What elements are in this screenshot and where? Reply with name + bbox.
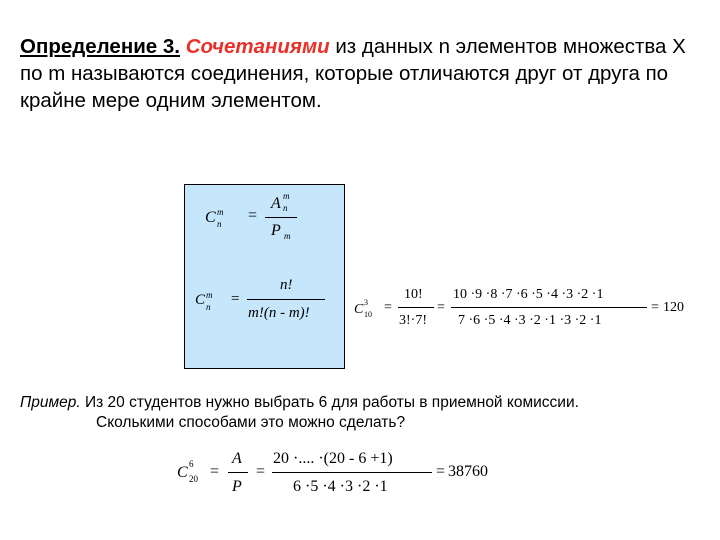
formula4-eq2: = [256, 463, 266, 480]
formula2-sub: n [206, 302, 211, 312]
formula3-fraction-bar1 [398, 307, 434, 308]
formula4-eq3: = [436, 463, 446, 480]
formula3-num2: 10 ·9 ·8 ·7 ·6 ·5 ·4 ·3 ·2 ·1 [453, 287, 604, 302]
example-line1: Из 20 студентов нужно выбрать 6 для работы в приемной комиссии. [80, 394, 579, 411]
definition-paragraph [20, 33, 700, 114]
example-label: Пример. [20, 394, 81, 411]
formula3-eq2: = [437, 300, 445, 315]
formula4-eq1: = [210, 463, 220, 480]
formula1-eq: = [248, 207, 258, 224]
formula2-num: n! [280, 277, 293, 293]
formula3-sub: 10 [364, 310, 372, 319]
formula1-num-sub: n [283, 203, 288, 213]
formula1-den: P [271, 222, 281, 239]
formula4-fraction-bar1 [228, 472, 248, 473]
formula1-sup: m [217, 207, 224, 217]
formula4-sup: 6 [189, 459, 194, 469]
formula3-sup: 3 [364, 298, 368, 307]
formula4-num2: 20 ·.... ·(20 - 6 +1) [273, 450, 393, 467]
definition-term: Сочетаниями [185, 35, 330, 58]
formula2-sup: m [206, 290, 213, 300]
formula4-sub: 20 [189, 474, 198, 484]
formula1-den-sub: m [284, 231, 291, 241]
formula3-result: 120 [663, 300, 684, 315]
formula3-fraction-bar2 [451, 307, 647, 308]
definition-label: Определение 3. [20, 35, 180, 58]
formula1-fraction-bar [265, 217, 297, 218]
formula3-den1: 3!·7! [399, 313, 427, 328]
formula4-den1: P [232, 478, 242, 495]
formula4-lhs: C [177, 464, 188, 481]
formula3-lhs: C [354, 302, 364, 317]
formula1-sub: n [217, 219, 222, 229]
example-line2: Сколькими способами это можно сделать? [96, 414, 406, 431]
formula2-eq: = [231, 291, 240, 307]
formula4-result: 38760 [448, 463, 488, 480]
definition-text: из данных n элементов множества X по m называются соединения, которые отличаются друг от друга по крайне мере одним элементом. [20, 35, 686, 112]
formula2-lhs: C [195, 292, 206, 308]
formula1-num-sup: m [283, 191, 290, 201]
formula3-eq3: = [651, 300, 659, 315]
formula3-num1: 10! [404, 287, 423, 302]
formula-box [184, 184, 345, 369]
formula1-lhs: C [205, 209, 216, 226]
formula2-den: m!(n - m)! [248, 305, 310, 321]
example-text [20, 393, 579, 431]
formula1-num: A [271, 195, 281, 212]
formula4-fraction-bar2 [272, 472, 432, 473]
formula4-num1: A [232, 450, 242, 467]
formula4-den2: 6 ·5 ·4 ·3 ·2 ·1 [293, 478, 388, 495]
formula3-eq1: = [384, 300, 392, 315]
formula2-fraction-bar [247, 299, 325, 300]
formula3-den2: 7 ·6 ·5 ·4 ·3 ·2 ·1 ·3 ·2 ·1 [458, 313, 602, 328]
